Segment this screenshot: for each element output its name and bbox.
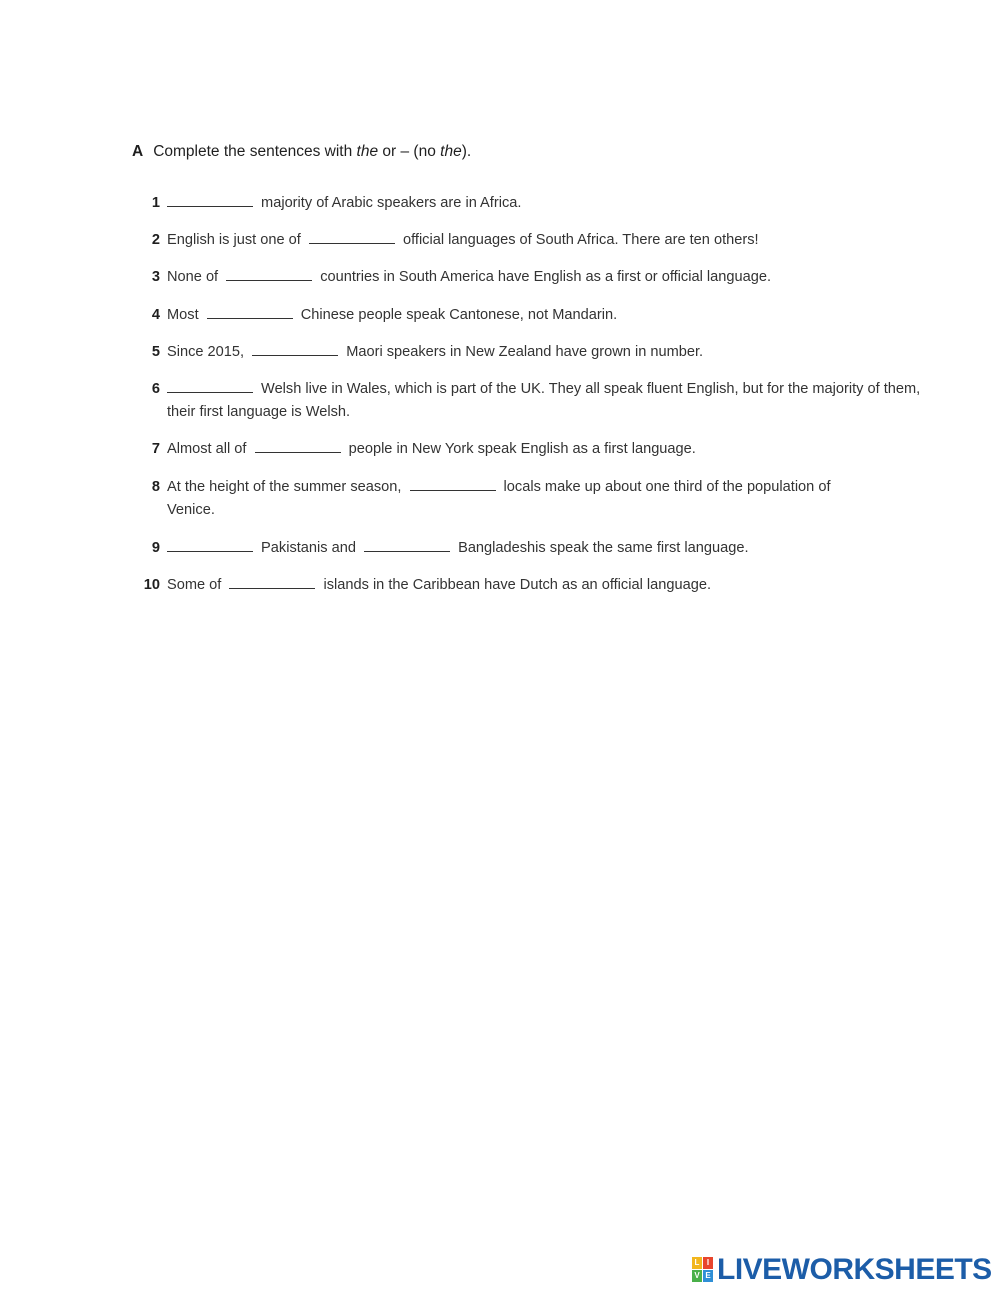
heading-the-1: the <box>356 143 379 160</box>
answer-blank[interactable] <box>255 438 341 453</box>
exercise-letter: A <box>132 143 144 160</box>
answer-blank[interactable] <box>229 574 315 589</box>
question-text: Welsh live in Wales, which is part of the UK. They all speak fluent English, but for the majority of them, their first language is Welsh. <box>167 378 930 424</box>
question-number: 9 <box>151 540 160 556</box>
exercise-heading <box>132 143 471 161</box>
answer-blank[interactable] <box>167 192 253 207</box>
logo-mark-icon: L I V E <box>692 1257 714 1283</box>
answer-blank[interactable] <box>309 229 395 244</box>
answer-blank[interactable] <box>364 537 450 552</box>
answer-blank[interactable] <box>167 537 253 552</box>
answer-blank[interactable] <box>252 341 338 356</box>
heading-suffix: ). <box>461 143 472 160</box>
question-number: 7 <box>151 441 160 457</box>
answer-blank[interactable] <box>226 266 312 281</box>
question-text: majority of Arabic speakers are in Africa. <box>167 192 930 215</box>
answer-blank[interactable] <box>207 304 293 319</box>
question-item <box>140 476 930 522</box>
question-item <box>140 438 930 461</box>
question-number: 2 <box>151 232 160 248</box>
question-number: 4 <box>151 307 160 323</box>
question-item <box>140 192 930 215</box>
question-item <box>140 229 930 252</box>
question-number: 3 <box>151 269 160 285</box>
question-item <box>140 304 930 327</box>
logo-text: LIVEWORKSHEETS <box>717 1253 992 1286</box>
question-item <box>140 378 930 424</box>
question-number: 8 <box>151 479 160 495</box>
heading-prefix: Complete the sentences with <box>153 143 357 160</box>
question-number: 1 <box>151 195 160 211</box>
liveworksheets-logo <box>692 1253 992 1287</box>
question-text: Almost all of people in New York speak English as a first language. <box>167 438 930 461</box>
question-text: Since 2015, Maori speakers in New Zealand have grown in number. <box>167 341 930 364</box>
answer-blank[interactable] <box>167 378 253 393</box>
heading-middle: or – (no <box>378 143 441 160</box>
question-item <box>140 537 930 560</box>
question-number: 10 <box>143 577 160 593</box>
question-item <box>140 341 930 364</box>
question-text: Pakistanis and Bangladeshis speak the same first language. <box>167 537 930 560</box>
heading-the-2: the <box>440 143 462 160</box>
question-text: None of countries in South America have English as a first or official language. <box>167 266 930 289</box>
question-text: Some of islands in the Caribbean have Dutch as an official language. <box>167 574 930 597</box>
question-text: English is just one of official languages of South Africa. There are ten others! <box>167 229 930 252</box>
question-item <box>140 266 930 289</box>
question-item <box>140 574 930 597</box>
question-list <box>140 192 930 597</box>
answer-blank[interactable] <box>410 476 496 491</box>
question-number: 5 <box>151 344 160 360</box>
question-number: 6 <box>151 381 160 397</box>
question-text: Most Chinese people speak Cantonese, not Mandarin. <box>167 304 930 327</box>
question-text: At the height of the summer season, locals make up about one third of the population of Venice. <box>167 476 850 522</box>
